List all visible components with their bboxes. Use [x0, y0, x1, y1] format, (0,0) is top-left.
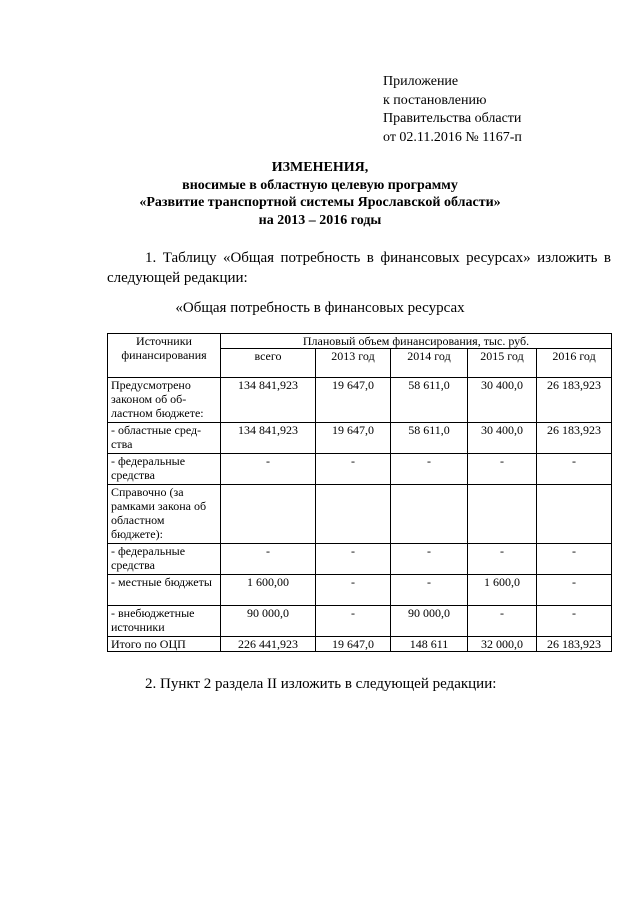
- cell-y2015: -: [468, 606, 537, 637]
- row-label: - местные бюджеты: [108, 575, 221, 606]
- cell-y2016: -: [537, 606, 612, 637]
- cell-y2013: -: [316, 575, 391, 606]
- cell-y2014: [391, 485, 468, 544]
- cell-y2014: 58 611,0: [391, 378, 468, 423]
- cell-y2015: 32 000,0: [468, 637, 537, 652]
- cell-y2014: 58 611,0: [391, 423, 468, 454]
- table-row: [108, 544, 612, 575]
- title-line: на 2013 – 2016 годы: [258, 212, 382, 228]
- cell-y2014: -: [391, 544, 468, 575]
- financing-table: [107, 333, 612, 652]
- cell-y2013: -: [316, 544, 391, 575]
- row-label: - федеральные средства: [108, 454, 221, 485]
- appendix-line: от 02.11.2016 № 1167-п: [383, 129, 522, 145]
- cell-y2015: -: [468, 544, 537, 575]
- cell-y2014: -: [391, 454, 468, 485]
- table-row: [108, 454, 612, 485]
- document-title: [0, 159, 640, 229]
- cell-y2013: 19 647,0: [316, 378, 391, 423]
- title-line: вносимые в областную целевую программу: [182, 177, 458, 193]
- cell-y2016: 26 183,923: [537, 637, 612, 652]
- table-row: [108, 423, 612, 454]
- cell-y2013: -: [316, 454, 391, 485]
- row-label: - областные средства: [108, 423, 221, 454]
- appendix-line: Правительства области: [383, 111, 522, 126]
- cell-total: -: [221, 454, 316, 485]
- cell-y2013: [316, 485, 391, 544]
- cell-y2016: -: [537, 575, 612, 606]
- cell-y2014: -: [391, 575, 468, 606]
- cell-y2014: 148 611: [391, 637, 468, 652]
- cell-y2014: 90 000,0: [391, 606, 468, 637]
- table-caption: «Общая потребность в финансовых ресурсах: [175, 300, 465, 316]
- row-label: - федеральные средства: [108, 544, 221, 575]
- cell-total: 226 441,923: [221, 637, 316, 652]
- header-total: всего: [221, 349, 316, 378]
- cell-y2013: -: [316, 606, 391, 637]
- cell-y2015: 30 400,0: [468, 423, 537, 454]
- table-row: [108, 378, 612, 423]
- table-header-row: [108, 334, 612, 349]
- header-planned: Плановый объем финансирования, тыс. руб.: [221, 334, 612, 349]
- header-2014: 2014 год: [391, 349, 468, 378]
- appendix-line: к постановлению: [383, 92, 487, 108]
- appendix-note: [383, 73, 522, 147]
- cell-total: 134 841,923: [221, 423, 316, 454]
- table-row: [108, 575, 612, 606]
- cell-y2013: 19 647,0: [316, 637, 391, 652]
- header-2016: 2016 год: [537, 349, 612, 378]
- row-label: Итого по ОЦП: [108, 637, 221, 652]
- cell-total: [221, 485, 316, 544]
- cell-y2015: 1 600,0: [468, 575, 537, 606]
- row-label: - внебюджетные источники: [108, 606, 221, 637]
- cell-y2015: 30 400,0: [468, 378, 537, 423]
- cell-total: 134 841,923: [221, 378, 316, 423]
- cell-y2016: [537, 485, 612, 544]
- header-2013: 2013 год: [316, 349, 391, 378]
- row-label: Предусмотрено законом об областном бюджете:: [108, 378, 221, 423]
- cell-y2016: 26 183,923: [537, 378, 612, 423]
- table-row: [108, 637, 612, 652]
- cell-total: -: [221, 544, 316, 575]
- title-line: «Развитие транспортной системы Ярославской области»: [139, 195, 501, 210]
- cell-total: 90 000,0: [221, 606, 316, 637]
- cell-y2013: 19 647,0: [316, 423, 391, 454]
- cell-y2016: -: [537, 544, 612, 575]
- header-sources: Источники финансирования: [108, 334, 221, 378]
- paragraph-1: [107, 248, 611, 288]
- cell-total: 1 600,00: [221, 575, 316, 606]
- appendix-line: Приложение: [383, 74, 459, 89]
- cell-y2015: [468, 485, 537, 544]
- cell-y2016: -: [537, 454, 612, 485]
- cell-y2016: 26 183,923: [537, 423, 612, 454]
- header-2015: 2015 год: [468, 349, 537, 378]
- row-label: Справочно (за рамками закона об областном бюджете):: [108, 485, 221, 544]
- table-row: [108, 485, 612, 544]
- cell-y2015: -: [468, 454, 537, 485]
- title-line: ИЗМЕНЕНИЯ,: [271, 160, 369, 175]
- paragraph-1-text: 1. Таблицу «Общая потребность в финансовых ресурсах» изложить в следующей редакции:: [107, 250, 611, 286]
- table-row: [108, 606, 612, 637]
- paragraph-2: 2. Пункт 2 раздела II изложить в следующей редакции:: [145, 676, 497, 692]
